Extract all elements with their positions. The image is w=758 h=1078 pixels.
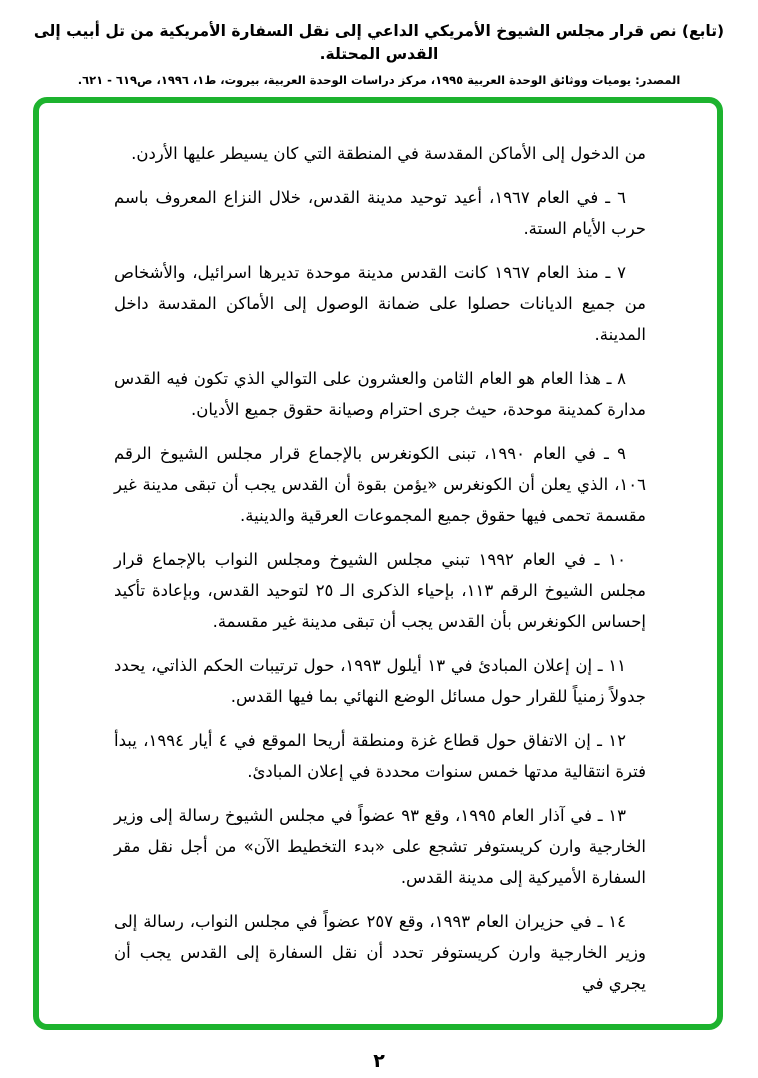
paragraph-item-9: ٩ ـ في العام ١٩٩٠، تبنى الكونغرس بالإجماع قرار مجلس الشيوخ الرقم ١٠٦، الذي يعلن أن الكونغرس «يؤمن بقوة أن القدس يجب أن تبقى مدينة غير مقسمة تحمى فيها حقوق جميع المجموعات العرقية والدينية. xyxy=(114,444,646,525)
paragraph-item-7: ٧ ـ منذ العام ١٩٦٧ كانت القدس مدينة موحدة تديرها اسرائيل، والأشخاص من جميع الديانات حصلوا على ضمانة الوصول إلى الأماكن المقدسة داخل المدينة. xyxy=(114,263,646,344)
page-header xyxy=(0,20,758,87)
paragraph-item-12: ١٢ ـ إن الاتفاق حول قطاع غزة ومنطقة أريحا الموقع في ٤ أيار ١٩٩٤، يبدأ فترة انتقالية مدتها خمس سنوات محددة في إعلان المبادئ. xyxy=(114,731,646,781)
document-source-line: المصدر: يوميات ووثائق الوحدة العربية ١٩٩٥، مركز دراسات الوحدة العربية، بيروت، ط١، ١٩٩٦، ص٦١٩ - ٦٢١. xyxy=(77,72,681,87)
paragraph-item-8: ٨ ـ هذا العام هو العام الثامن والعشرون على التوالي الذي تكون فيه القدس مدارة كمدينة موحدة، حيث جرى احترام وصيانة حقوق جميع الأديان. xyxy=(114,369,646,419)
paragraph-item-11: ١١ ـ إن إعلان المبادئ في ١٣ أيلول ١٩٩٣، حول ترتيبات الحكم الذاتي، يحدد جدولاً زمنياً للقرار حول مسائل الوضع النهائي بما فيها القدس. xyxy=(114,656,646,706)
paragraph-item-13: ١٣ ـ في آذار العام ١٩٩٥، وقع ٩٣ عضواً في مجلس الشيوخ رسالة إلى وزير الخارجية وارن كريستوفر تشجع على «بدء التخطيط الآن» من أجل نقل مقر السفارة الأميركية إلى مدينة القدس. xyxy=(114,806,646,887)
paragraph-continuation: من الدخول إلى الأماكن المقدسة في المنطقة التي كان يسيطر عليها الأردن. xyxy=(131,144,646,163)
paragraph-item-10: ١٠ ـ في العام ١٩٩٢ تبني مجلس الشيوخ ومجلس النواب بالإجماع قرار مجلس الشيوخ الرقم ١١٣، بإحياء الذكرى الـ ٢٥ لتوحيد القدس، وبإعادة تأكيد إحساس الكونغرس بأن القدس يجب أن تبقى مدينة غير مقسمة. xyxy=(114,550,646,631)
paragraph-item-14: ١٤ ـ في حزيران العام ١٩٩٣، وقع ٢٥٧ عضواً في مجلس النواب، رسالة إلى وزير الخارجية وارن كريستوفر تحدد أن نقل السفارة إلى القدس يجب أن يجري في xyxy=(114,912,646,993)
paragraph-item-6: ٦ ـ في العام ١٩٦٧، أعيد توحيد مدينة القدس، خلال النزاع المعروف باسم حرب الأيام الستة. xyxy=(114,188,646,238)
page-number: ٢ xyxy=(373,1050,385,1072)
document-text-block xyxy=(114,138,646,1012)
document-title: (تابع) نص قرار مجلس الشيوخ الأمريكي الداعي إلى نقل السفارة الأمريكية من تل أبيب إلى القدس المحتلة. xyxy=(33,22,725,64)
